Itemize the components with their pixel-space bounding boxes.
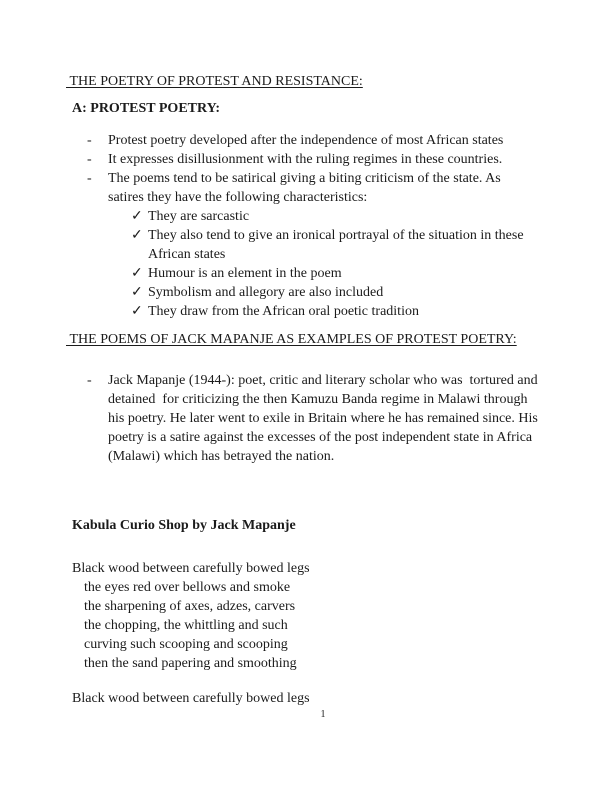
- poem-line: curving such scooping and scooping: [84, 637, 288, 652]
- page-number: 1: [320, 709, 326, 720]
- poem-title: Kabula Curio Shop by Jack Mapanje: [72, 518, 296, 533]
- protest-poetry-bullet-list: [72, 131, 574, 207]
- text-line: They also tend to give an ironical portrayal of the situation in these: [148, 228, 524, 243]
- mapanje-bio-item: [72, 371, 574, 466]
- checkmark-icon: ✓: [131, 285, 143, 300]
- text-line: They are sarcastic: [148, 209, 250, 224]
- bullet-item: [72, 169, 574, 207]
- bullet-text: [108, 169, 574, 207]
- checkmark-icon: ✓: [131, 228, 143, 243]
- check-text: [148, 226, 574, 264]
- poem-line: then the sand papering and smoothing: [84, 656, 297, 671]
- text-line: detained for criticizing the then Kamuzu Banda regime in Malawi through: [108, 392, 528, 407]
- check-text: [148, 283, 574, 302]
- text-line: African states: [148, 247, 226, 262]
- text-line: It expresses disillusionment with the ruling regimes in these countries.: [108, 152, 503, 167]
- dash-bullet: -: [87, 171, 92, 186]
- text-line: his poetry. He later went to exile in Britain where he has remained since. His: [108, 411, 538, 426]
- text-line: (Malawi) which has betrayed the nation.: [108, 449, 335, 464]
- check-item: [72, 207, 574, 226]
- poem-line: the eyes red over bellows and smoke: [84, 580, 291, 595]
- check-text: [148, 207, 574, 226]
- section-a-heading: A: PROTEST POETRY:: [72, 101, 221, 116]
- poem-line: the sharpening of axes, adzes, carvers: [84, 599, 296, 614]
- text-line: Symbolism and allegory are also included: [148, 285, 384, 300]
- text-line: satires they have the following characteristics:: [108, 190, 368, 205]
- checkmark-icon: ✓: [131, 266, 143, 281]
- checkmark-icon: ✓: [131, 209, 143, 224]
- poem-stanza-2: [72, 689, 574, 708]
- doc-title: THE POETRY OF PROTEST AND RESISTANCE:: [66, 74, 363, 89]
- bullet-item: [72, 150, 574, 169]
- checkmark-icon: ✓: [131, 304, 143, 319]
- mapanje-bio-text: [108, 371, 574, 466]
- text-line: poetry is a satire against the excesses of the post independent state in Africa: [108, 430, 533, 445]
- check-item: [72, 264, 574, 283]
- poem-line: Black wood between carefully bowed legs: [72, 561, 310, 576]
- bullet-text: [108, 131, 574, 150]
- dash-bullet: -: [87, 152, 92, 167]
- check-item: [72, 283, 574, 302]
- check-item: [72, 226, 574, 264]
- text-line: Humour is an element in the poem: [148, 266, 342, 281]
- bullet-item: [72, 131, 574, 150]
- text-line: The poems tend to be satirical giving a biting criticism of the state. As: [108, 171, 501, 186]
- text-line: They draw from the African oral poetic tradition: [148, 304, 419, 319]
- dash-bullet: -: [87, 373, 92, 388]
- bullet-text: [108, 150, 574, 169]
- check-item: [72, 302, 574, 321]
- text-line: Jack Mapanje (1944-): poet, critic and literary scholar who was tortured and: [108, 373, 538, 388]
- section-b-heading: THE POEMS OF JACK MAPANJE AS EXAMPLES OF PROTEST POETRY:: [66, 332, 517, 347]
- check-text: [148, 302, 574, 321]
- text-line: Protest poetry developed after the independence of most African states: [108, 133, 504, 148]
- satire-characteristics-list: [72, 207, 574, 321]
- poem-line: Black wood between carefully bowed legs: [72, 691, 310, 706]
- poem-line: the chopping, the whittling and such: [84, 618, 288, 633]
- poem-stanza-1: [72, 559, 574, 673]
- check-text: [148, 264, 574, 283]
- dash-bullet: -: [87, 133, 92, 148]
